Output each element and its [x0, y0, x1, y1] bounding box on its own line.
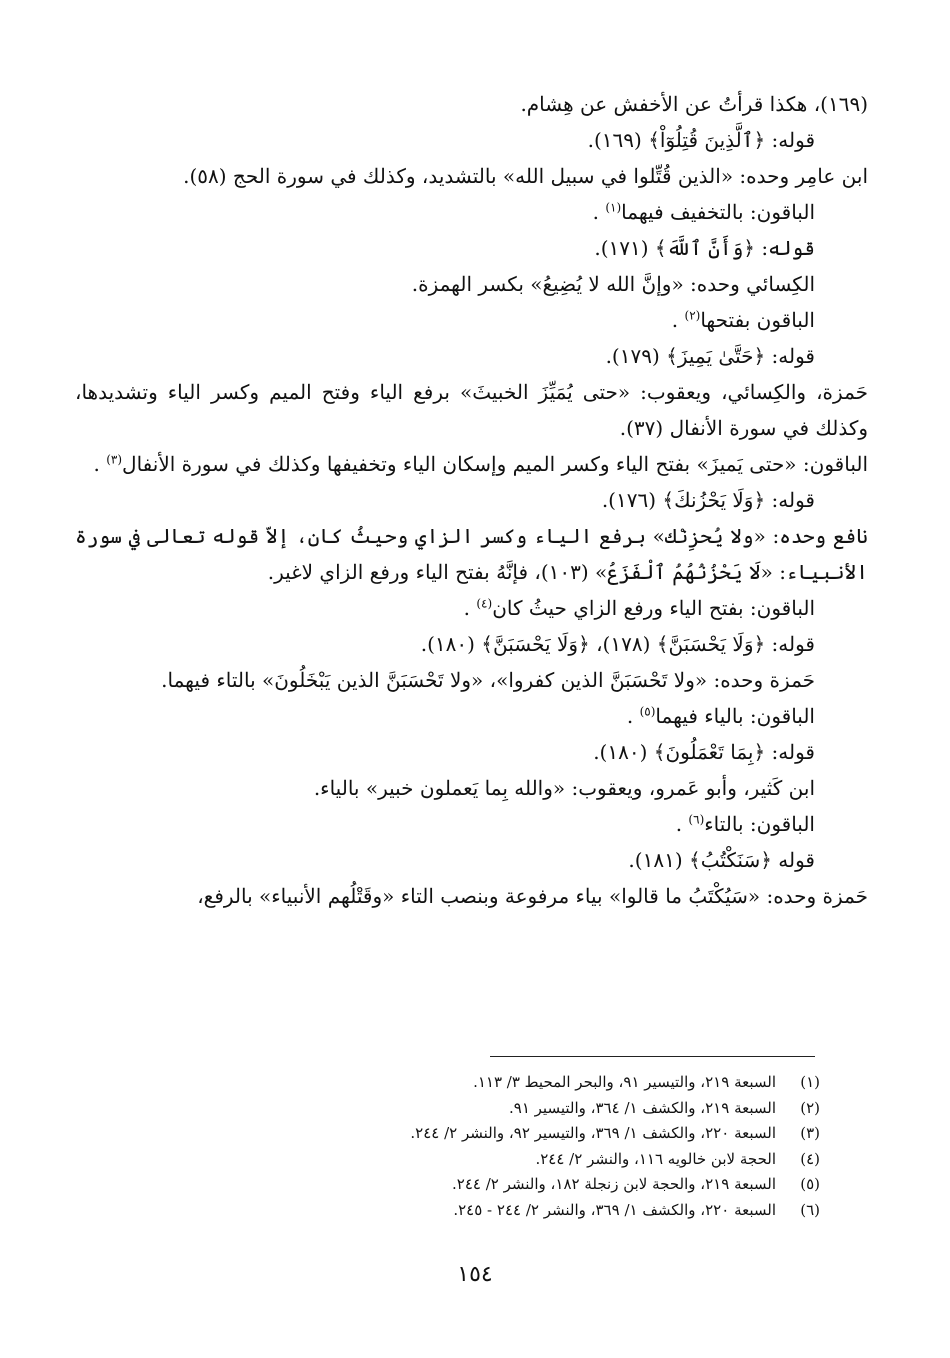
footnote-text: السبعة ٢١٩، والحجة لابن زنجلة ١٨٢، والنشر ٢/ ٢٤٤.: [452, 1175, 776, 1193]
verse-heading: قوله ﴿سَنَكْتُبُ﴾ (١٨١).: [628, 848, 815, 872]
footnote-text: السبعة ٢١٩، والكشف ١/ ٣٦٤، والتيسير ٩١.: [508, 1098, 776, 1117]
footnote-text: السبعة ٢٢٠، والكشف ١/ ٣٦٩، والتيسير ٩٢، والنشر ٢/ ٢٤٤.: [410, 1124, 776, 1142]
reading-line: الباقون: بفتح الياء ورفع الزاي حيثُ كان$^{(٤)}$ .: [463, 596, 815, 620]
footnote: [75, 1121, 820, 1147]
footnotes: [75, 1070, 820, 1223]
reading-line: حَمزة وحده: «سَيُكْتَبُ ما قالوا» بياء مرفوعة وبنصب التاء «وقَتْلُهم الأنبياء» بالرفع،: [197, 884, 868, 908]
reading-line: الكِسائي وحده: «وإنَّ الله لا يُضِيعُ» بكسر الهمزة.: [411, 272, 815, 296]
reading-paragraph: الباقون: «حتى يَميزَ» بفتح الياء وكسر الميم وإسكان الياء وتخفيفها وكذلك في سورة الأنفال$^{(٣)}$ .: [93, 452, 868, 476]
footnote-ref: (٥): [639, 704, 656, 719]
reading-paragraph: نافع وحده: «ولا يُحزِنْك» برفع الياء وكسر الزاي وحيثُ كان، إلاّ قوله تعالى في سورة الأنبياء: «لَا يَحْزُنُهُمُ ٱلْفَزَعُ» (١٠٣)، فإنَّهُ بفتح الياء ورفع الزاي لاغير.: [75, 524, 868, 584]
verse-heading: قوله: ﴿وَلَا يَحْزُنكَ﴾ (١٧٦).: [601, 488, 815, 512]
reading-line: الباقون: بالياء فيهما$^{(٥)}$ .: [626, 704, 815, 728]
footnote: [75, 1172, 820, 1198]
footnote-text: السبعة ٢١٩، والتيسير ٩١، والبحر المحيط ٣/ ١١٣.: [473, 1073, 776, 1091]
reading-line: حَمزة وحده: «ولا تَحْسَبَنَّ الذين كفروا»، «ولا تَحْسَبَنَّ الذين يَبْخَلُونَ» بالتاء فيهما.: [161, 668, 815, 692]
text-line: (١٦٩)، هكذا قرأتُ عن الأخفش عن هِشام.: [520, 92, 868, 116]
verse-heading: قوله: ﴿وَأَنَّ ٱللَّهَ﴾ (١٧١).: [594, 236, 815, 260]
footnote-number: (٣): [800, 1124, 820, 1142]
footnote-number: (٤): [800, 1149, 820, 1168]
page-number: ١٥٤: [457, 1262, 493, 1287]
footnote: [75, 1096, 820, 1122]
footnote-number: (٢): [800, 1098, 820, 1117]
footnote-ref: (١): [605, 200, 622, 215]
verse-heading: قوله: ﴿وَلَا يَحْسَبَنَّ﴾ (١٧٨)، ﴿وَلَا يَحْسَبَنَّ﴾ (١٨٠).: [420, 632, 815, 656]
footnote-ref: (٦): [688, 812, 705, 827]
reading-line: الباقون بفتحها$^{(٢)}$ .: [671, 308, 815, 332]
verse-heading: قوله: ﴿بِمَا تَعْمَلُونَ﴾ (١٨٠).: [593, 740, 815, 764]
verse-heading: قوله: ﴿ٱلَّذِينَ قُتِلُوٓاْ﴾ (١٦٩).: [587, 128, 815, 152]
footnote: [75, 1070, 820, 1096]
reading-line: ابن كَثير، وأبو عَمرو، ويعقوب: «والله بِما يَعملون خبير» بالياء.: [313, 776, 815, 800]
reading-line: ابن عامِر وحده: «الذين قُتِّلوا في سبيل الله» بالتشديد، وكذلك في سورة الحج (٥٨).: [183, 164, 868, 188]
footnote-ref: (٣): [106, 452, 123, 467]
footnote-number: (٦): [800, 1200, 820, 1219]
reading-line: الباقون: بالتاء$^{(٦)}$ .: [675, 812, 815, 836]
reading-line: الباقون: بالتخفيف فيهما$^{(١)}$ .: [592, 200, 815, 224]
footnote-number: (١): [800, 1073, 820, 1091]
reading-paragraph: حَمزة، والكِسائي، ويعقوب: «حتى يُمَيِّزَ الخبيثَ» برفع الياء وفتح الميم وكسر الياء وتشديدها، وكذلك في سورة الأنفال (٣٧).: [75, 380, 868, 440]
footnote-ref: (٤): [476, 596, 493, 611]
footnote-text: السبعة ٢٢٠، والكشف ١/ ٣٦٩، والنشر ٢/ ٢٤٤ - ٢٤٥.: [453, 1200, 776, 1219]
footnote: [75, 1198, 820, 1224]
footnote-divider: [490, 1056, 815, 1057]
footnote-text: الحجة لابن خالويه ١١٦، والنشر ٢/ ٢٤٤.: [535, 1149, 776, 1168]
main-text: [75, 86, 868, 914]
footnote: [75, 1147, 820, 1173]
footnote-ref: (٢): [684, 308, 701, 323]
footnote-number: (٥): [800, 1175, 820, 1193]
verse-heading: قوله: ﴿حَتَّىٰ يَمِيزَ﴾ (١٧٩).: [605, 344, 815, 368]
